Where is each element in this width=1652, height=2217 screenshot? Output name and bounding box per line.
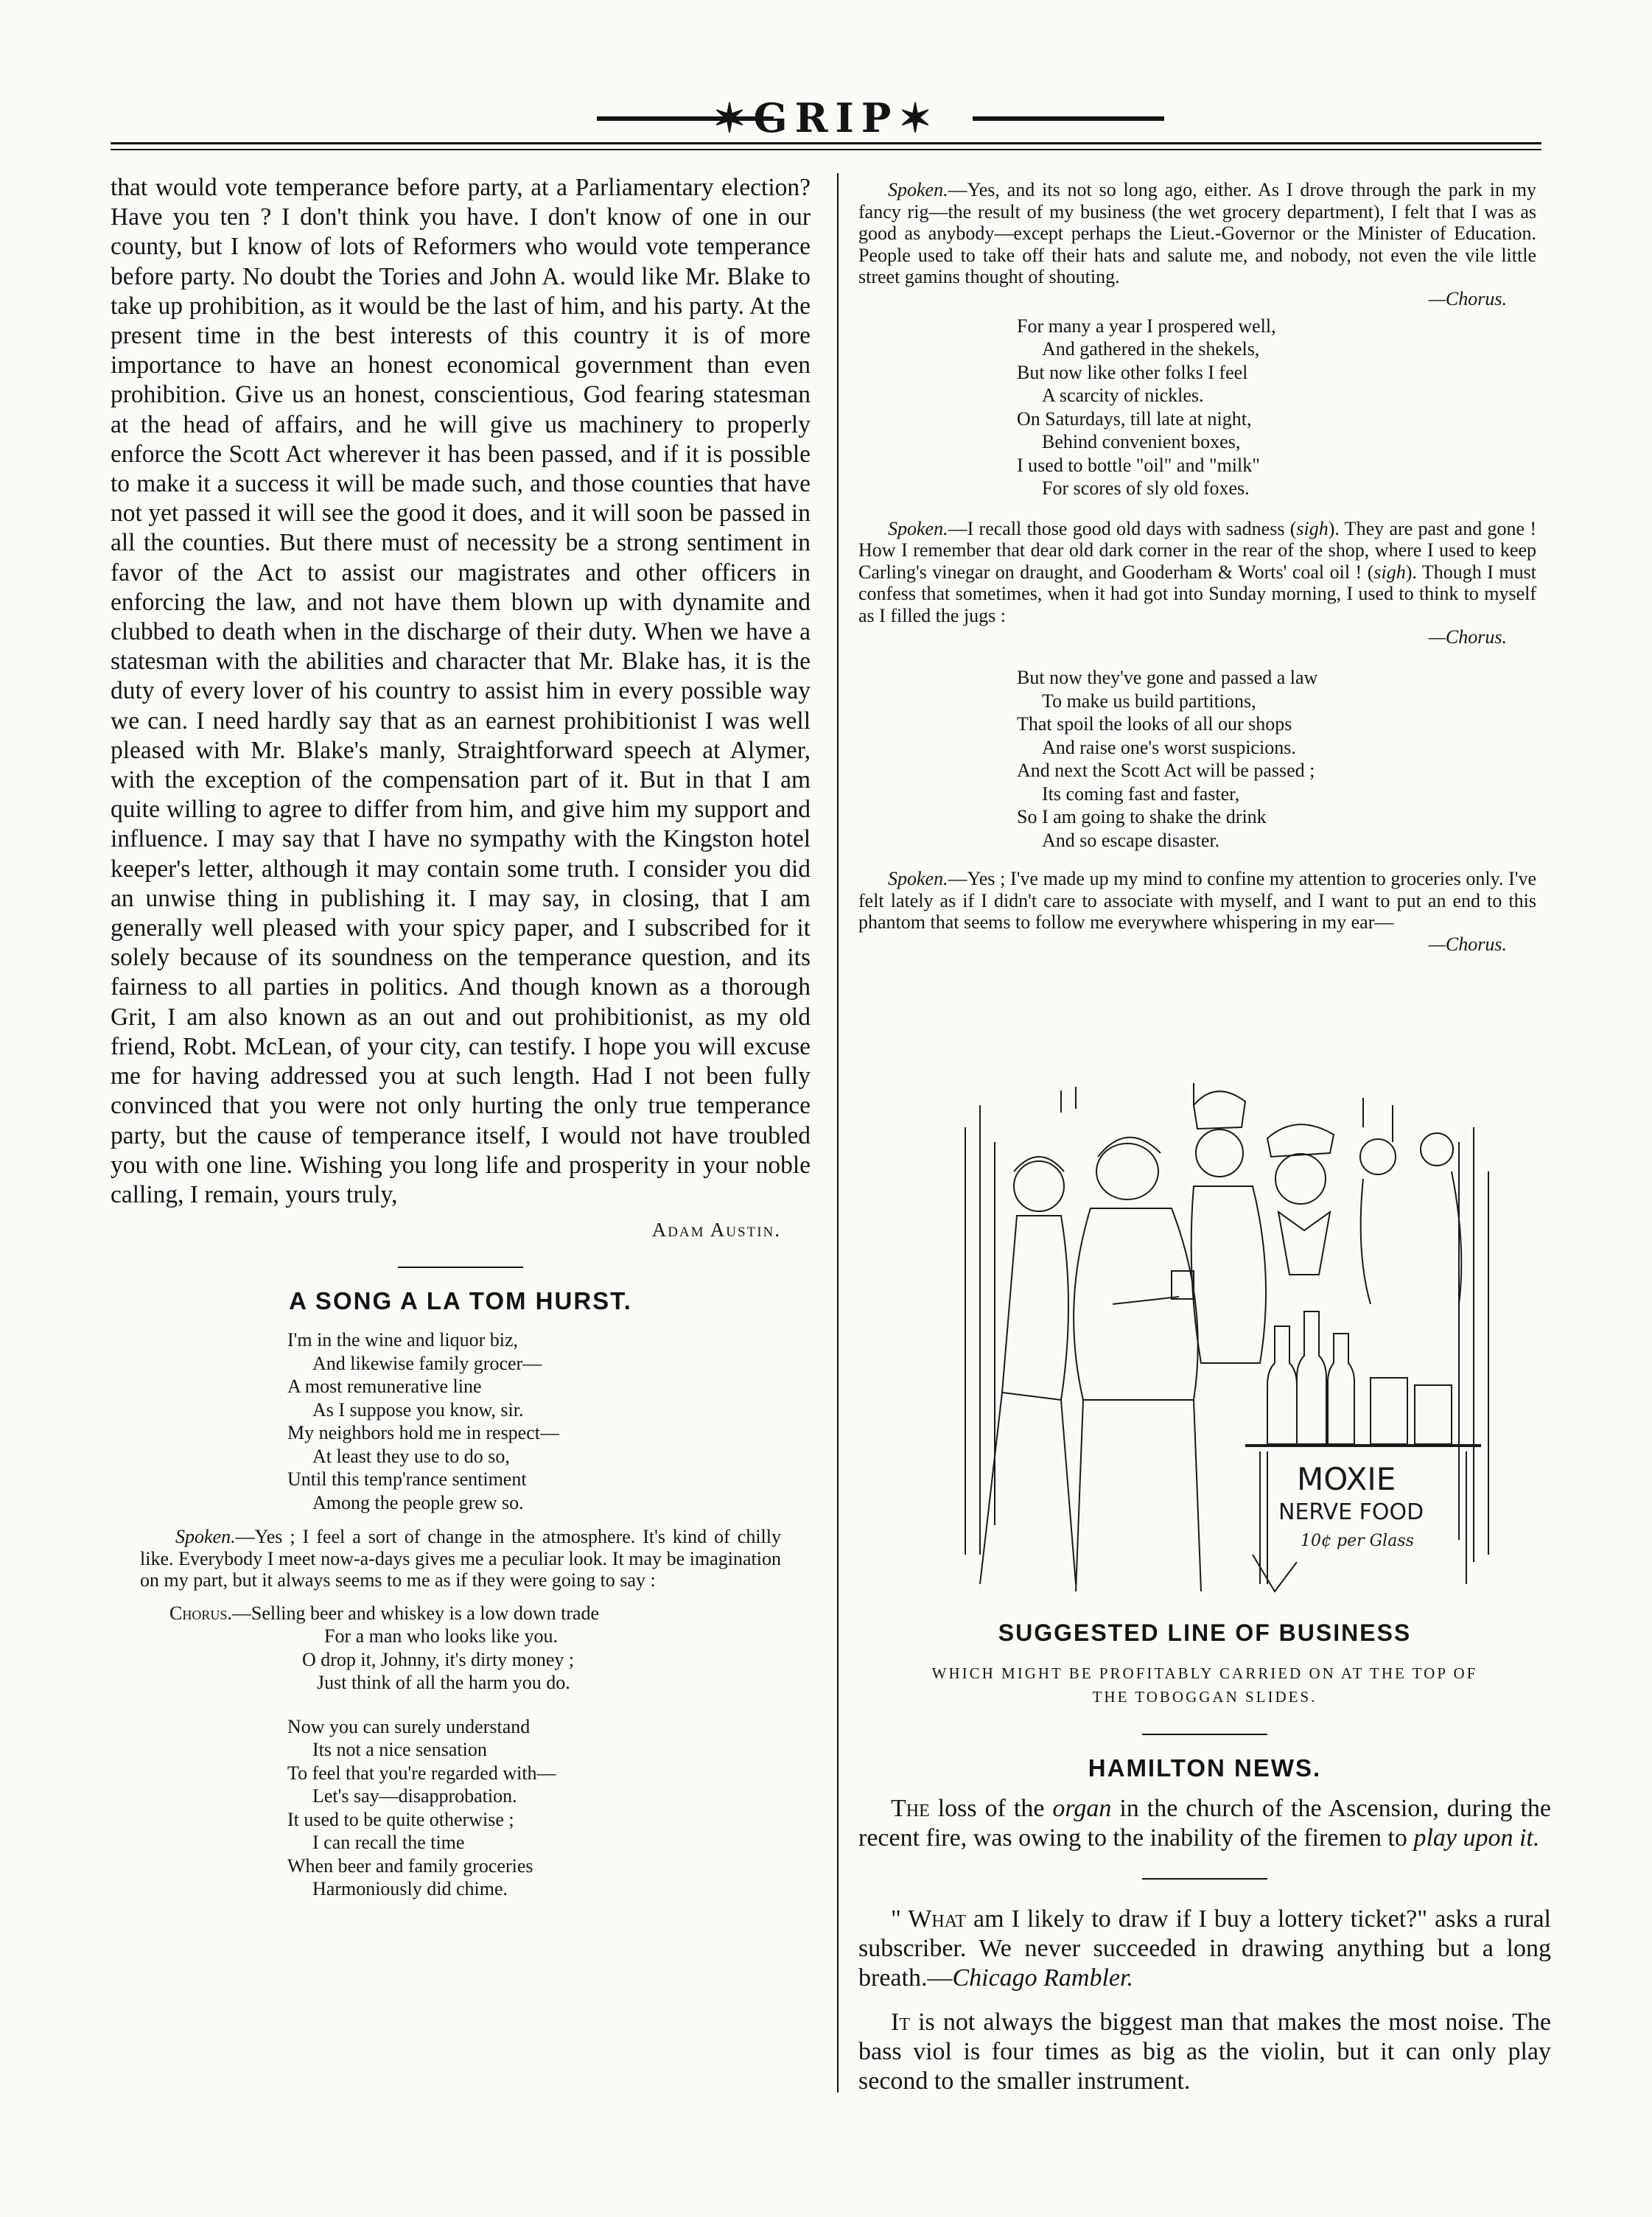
emph-organ: organ <box>1052 1795 1112 1822</box>
left-column <box>111 173 811 1901</box>
chorus-label: Chorus. <box>169 1602 232 1624</box>
sign-nerve-food: NERVE FOOD <box>1278 1499 1424 1525</box>
verse-line: But now like other folks I feel <box>1017 361 1248 383</box>
song-verse-1 <box>287 1328 811 1514</box>
column-divider <box>837 173 839 2092</box>
verse-line: Its coming fast and faster, <box>1042 782 1240 805</box>
letter-signature: Adam Austin. <box>651 1219 781 1241</box>
right-column-lower <box>858 1619 1551 2096</box>
masthead-rule-thin <box>111 149 1541 150</box>
verse-line: My neighbors hold me in respect— <box>287 1422 559 1444</box>
verse-line: On Saturdays, till late at night, <box>1017 407 1252 430</box>
verse-line: And gathered in the shekels, <box>1042 338 1260 360</box>
sign-price: 10¢ per Glass <box>1301 1532 1414 1550</box>
song-title: A SONG A LA TOM HURST. <box>289 1287 632 1315</box>
verse-line: I used to bottle "oil" and "milk" <box>1017 454 1260 476</box>
masthead-title: ✶GRIP✶ <box>713 94 939 141</box>
verse-line: As I suppose you know, sir. <box>312 1398 524 1421</box>
news-text: am I likely to draw if I buy a lottery ticket?" asks a rural subscriber. We never succeeded in drawing anything but a long breath.— <box>858 1905 1551 1992</box>
right-column <box>858 173 1551 956</box>
verse-line: Until this temp'rance sentiment <box>287 1468 527 1491</box>
figure-cook <box>1191 1091 1266 1363</box>
letter-paragraph: that would vote temperance before party, at a Parliamentary election? Have you ten ? I don't think you have. I don't know of one in our county, but I know of lots of Reformers who would vote temperance before party. No doubt the Tories and John A. would like Mr. Blake to take up prohibition, as it would be the last of him, and his party. At the present time in the best interests of this country it is of more importance to have an honest economical government than even prohibition. Give us an honest, conscientious, God fearing statesman at the head of affairs, and he will give us machinery to properly enforce the Scott Act wherever it has been passed, and if it is possible to make it a success it will be made such, and those counties that have not yet passed it will see the good it does, and it will soon be passed in all the counties. But there must of necessity be a strong sentiment in favor of the Act to assist our magistrates and other officers in enforcing the law, and not have them blown up with dynamite and clubbed to death when in the discharge of their duty. When we have a statesman with the abilities and character that Mr. Blake has, it is the duty of every lover of his country to assist him in every possible way we can. I need hardly say that as an earnest prohibitionist I was well pleased with Mr. Blake's manly, Straightforward speech at Alymer, with the exception of the compensation part of it. But in that I am quite willing to agree to differ from him, and give him my support and influence. I may say that I have no sympathy with the Kingston hotel keeper's letter, although it may contain some truth. I consider you did an unwise thing in publishing it. I may say, in closing, that I am generally well pleased with your spicy paper, and I subscribed for it solely because of its soundness on the temperance question, and its fairness to all parties in politics. And though known as a thorough Grit, I am also known as an out and out prohibitionist, as my old friend, Robt. McLean, of your city, can testify. I hope you will excuse me for having addressed you at such length. Had I not been fully convinced that you were not only hurting the only true temperance party, but the cause of temperance itself, I would not have troubled you with one line. Wishing you long life and prosperity in your noble calling, I remain, yours truly, <box>111 174 811 1208</box>
spoken-passage-2 <box>858 179 1536 288</box>
news-text: is not always the biggest man that makes the most noise. The bass viol is four times as big as the violin, but it can only play second to the smaller instrument. <box>858 2008 1551 2095</box>
verse-line: So I am going to shake the drink <box>1017 806 1267 827</box>
verse-line: At least they use to do so, <box>312 1445 510 1467</box>
figure-boy <box>1267 1124 1334 1275</box>
section-separator <box>1142 1878 1267 1880</box>
verse-line: To make us build partitions, <box>1042 690 1256 712</box>
verse-line: To feel that you're regarded with— <box>287 1762 556 1784</box>
hamilton-news-title: HAMILTON NEWS. <box>1088 1754 1322 1782</box>
verse-line: And likewise family grocer— <box>312 1352 542 1374</box>
verse-line: A most remunerative line <box>287 1376 482 1398</box>
spoken-text: —I recall those good old days with sadness ( <box>948 517 1297 539</box>
verse-line: And so escape disaster. <box>1042 829 1220 851</box>
big-man-item <box>858 2008 1551 2096</box>
illustration-caption-subtitle: THE TOBOGGAN SLIDES. <box>1092 1688 1317 1706</box>
section-separator <box>1142 1734 1267 1735</box>
verse-line: Behind convenient boxes, <box>1042 431 1241 452</box>
emph-play: play upon it. <box>1413 1824 1540 1852</box>
verse-line: Just think of all the harm you do. <box>317 1672 570 1694</box>
masthead-rule-thick <box>111 142 1541 144</box>
source-credit: Chicago Rambler. <box>952 1964 1133 1992</box>
verse-line: When beer and family groceries <box>287 1854 533 1877</box>
spoken-passage-3 <box>858 518 1536 627</box>
song-verse-2 <box>287 1715 811 1901</box>
verse-line: Harmoniously did chime. <box>312 1878 508 1900</box>
verse-line: Let's say—disapprobation. <box>312 1785 517 1807</box>
illustration-caption-subtitle: WHICH MIGHT BE PROFITABLY CARRIED ON AT THE TOP OF <box>931 1664 1478 1682</box>
hamilton-news-text <box>858 1794 1551 1853</box>
sigh-word: sigh <box>1296 517 1329 539</box>
chorus-cue: —Chorus. <box>1428 626 1507 648</box>
news-text: loss of the <box>929 1795 1053 1822</box>
verse-line: I'm in the wine and liquor biz, <box>287 1329 519 1351</box>
spoken-text: ). They are past and gone ! How I remember that dear old dark corner in the rear of the shop, where I used to keep Carling's vinegar on draught, and Gooderham & Worts' coal oil ! ( <box>858 517 1537 583</box>
news-text: in the church of the Ascension, during the recent fire, was owing to the inability of the firemen to <box>858 1795 1551 1852</box>
figure-crowd <box>1360 1133 1461 1304</box>
verse-line: For many a year I prospered well, <box>1017 315 1276 337</box>
sigh-word: sigh <box>1373 561 1406 583</box>
chorus-cue: —Chorus. <box>1428 933 1507 955</box>
sign-moxie: MOXIE <box>1297 1461 1396 1497</box>
verse-line: And raise one's worst suspicions. <box>1042 736 1296 758</box>
verse-line: That spoil the looks of all our shops <box>1017 713 1292 735</box>
spoken-passage-4 <box>858 868 1536 934</box>
spoken-label: Spoken. <box>888 868 948 889</box>
song-chorus <box>169 1602 811 1695</box>
illustration-caption-title: SUGGESTED LINE OF BUSINESS <box>998 1619 1412 1646</box>
spoken-text: —Yes, and its not so long ago, either. As I drove through the park in my fancy rig—the result of my business (the wet grocery department), I felt that I was as good as anybody—except perhaps the Lieut.-Governor or the Minister of Education. People used to take off their hats and salute me, and nobody, not even the vile little street gamins thought of shouting. <box>858 179 1536 287</box>
verse-line: Now you can surely understand <box>287 1715 531 1737</box>
verse-line: And next the Scott Act will be passed ; <box>1017 760 1315 781</box>
verse-line: For a man who looks like you. <box>324 1625 559 1647</box>
verse-line: —Selling beer and whiskey is a low down trade <box>231 1602 600 1624</box>
song-verse-4 <box>1017 666 1551 852</box>
spoken-passage-1 <box>140 1526 781 1591</box>
background-hatching <box>965 1083 1488 1562</box>
spoken-text: —Yes ; I've made up my mind to confine my attention to groceries only. I've felt lately as if I didn't care to associate with myself, and I want to put an end to this phantom that seems to follow me everywhere whispering in my ear— <box>858 868 1536 933</box>
song-verse-3 <box>1017 315 1551 500</box>
verse-line: Among the people grew so. <box>312 1491 524 1513</box>
verse-line: O drop it, Johnny, it's dirty money ; <box>302 1648 575 1670</box>
spoken-label: Spoken. <box>888 517 948 539</box>
lead-word: " What <box>891 1905 967 1933</box>
lead-word: The <box>891 1795 930 1822</box>
bottles <box>1267 1311 1452 1444</box>
spoken-label: Spoken. <box>888 179 948 200</box>
verse-line: It used to be quite otherwise ; <box>287 1808 514 1830</box>
spoken-label: Spoken. <box>175 1526 236 1548</box>
lottery-item <box>858 1905 1551 1993</box>
verse-line: A scarcity of nickles. <box>1042 385 1204 406</box>
lead-word: It <box>891 2008 910 2036</box>
verse-line: Its not a nice sensation <box>312 1739 487 1761</box>
moxie-illustration <box>951 1083 1503 1599</box>
chorus-cue: —Chorus. <box>1428 287 1507 309</box>
masthead-ornament-right <box>973 116 1164 121</box>
figure-man-cup <box>1074 1138 1201 1591</box>
masthead <box>111 88 1541 155</box>
verse-line: I can recall the time <box>312 1832 465 1854</box>
verse-line: But now they've gone and passed a law <box>1017 667 1318 688</box>
section-separator <box>398 1267 523 1268</box>
verse-line: For scores of sly old foxes. <box>1042 477 1250 499</box>
spoken-text: ). Though I must confess that sometimes, when it had got into Sunday morning, I used to think to myself as I filled the jugs : <box>858 561 1536 626</box>
spoken-text: —Yes ; I feel a sort of change in the atmosphere. It's kind of chilly like. Everybody I meet now-a-days gives me a peculiar look. It may be imagination on my part, but it always seems to me as if they were going to say : <box>140 1526 781 1591</box>
